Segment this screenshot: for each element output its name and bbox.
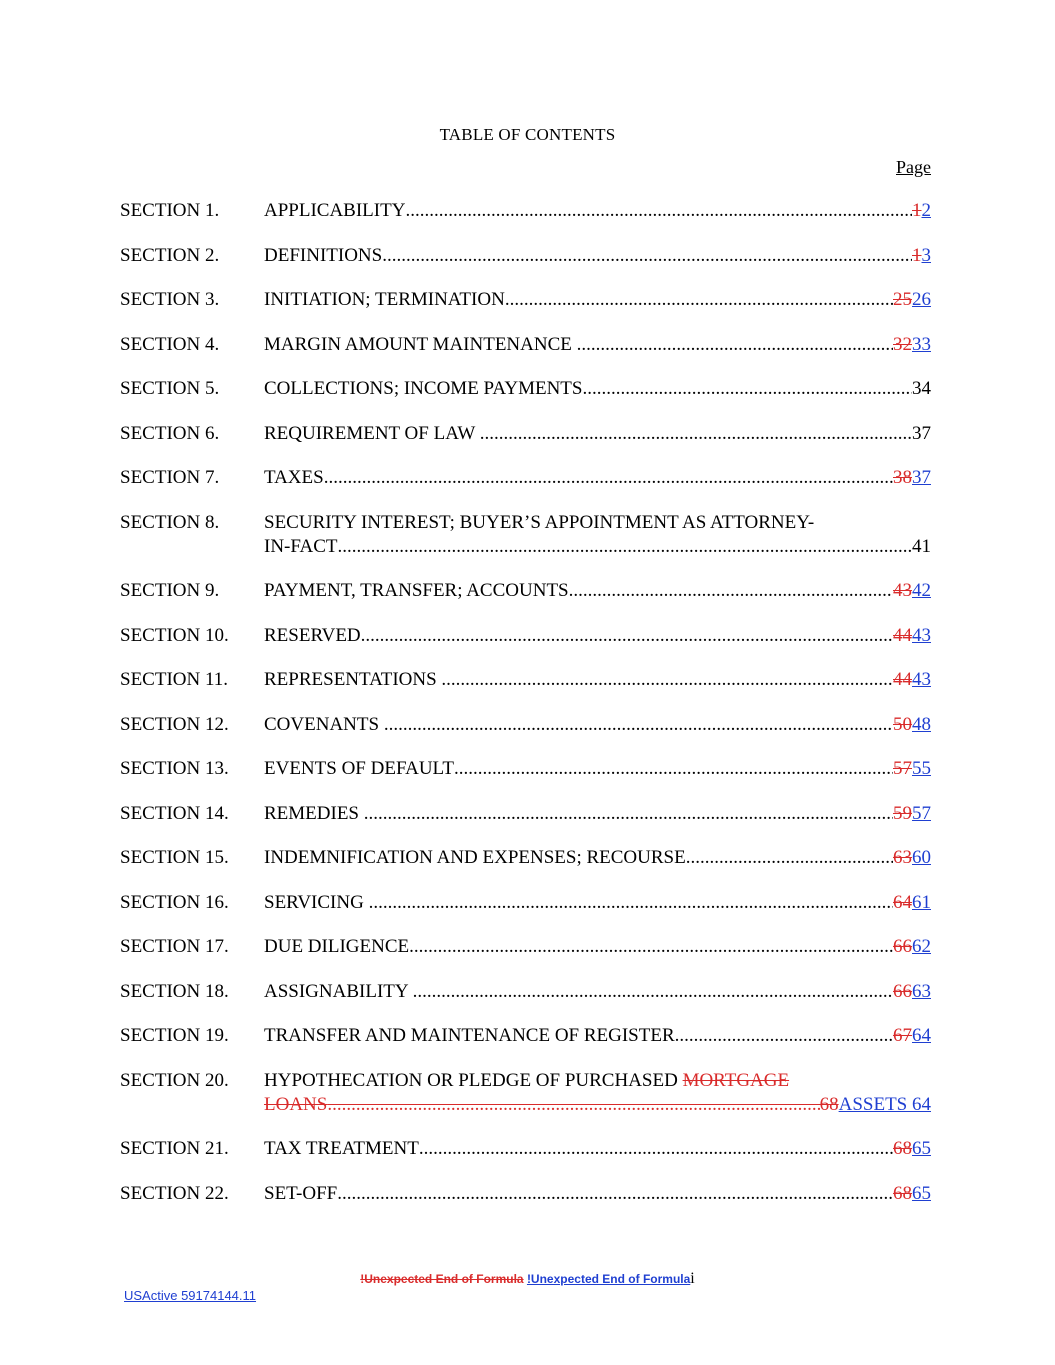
section-number: SECTION 3.: [120, 289, 220, 310]
page-column-label: Page: [896, 157, 931, 177]
section-title: EVENTS OF DEFAULT: [264, 758, 455, 779]
toc-entry: [120, 1137, 931, 1161]
section-title: TAXES: [264, 467, 324, 488]
section-number: SECTION 9.: [120, 580, 220, 601]
section-number: SECTION 20.: [120, 1069, 229, 1091]
dot-leader: [382, 244, 912, 268]
section-title: APPLICABILITY: [264, 200, 406, 221]
deleted-page-number: 44: [893, 624, 912, 646]
section-number: SECTION 10.: [120, 624, 229, 646]
deleted-page-number: 59: [893, 802, 912, 824]
dot-leader: [369, 891, 893, 915]
toc-entry: [120, 579, 931, 603]
deleted-page-number: 64: [893, 891, 912, 913]
section-number: SECTION 1.: [120, 200, 220, 221]
inserted-page-number[interactable]: 63: [912, 980, 931, 1002]
toc-entry: [120, 466, 931, 490]
section-title: PAYMENT, TRANSFER; ACCOUNTS: [264, 580, 569, 601]
toc-entry: [120, 288, 931, 312]
section-title-line2: IN-FACT: [264, 535, 338, 557]
deleted-page-number: 63: [893, 847, 912, 868]
deleted-page-number: 1: [912, 200, 922, 221]
inserted-field-code[interactable]: !Unexpected End of Formula: [526, 1272, 691, 1286]
section-number: SECTION 22.: [120, 1182, 229, 1204]
inserted-page-number[interactable]: 48: [912, 713, 931, 735]
dot-leader: [364, 802, 893, 826]
deleted-title-word: LOANS: [264, 1093, 328, 1115]
inserted-title-and-page[interactable]: ASSETS 64: [838, 1093, 931, 1115]
inserted-page-number[interactable]: 26: [912, 289, 931, 310]
dot-leader: [413, 980, 893, 1004]
inserted-page-number[interactable]: 37: [912, 467, 931, 488]
section-number: SECTION 21.: [120, 1138, 229, 1159]
deleted-field-code: !Unexpected End of Formula: [360, 1272, 524, 1286]
deleted-page-number: 38: [893, 467, 912, 488]
section-number: SECTION 8.: [120, 511, 220, 533]
dot-leader: [569, 579, 893, 603]
section-number: SECTION 15.: [120, 847, 229, 868]
toc-entry: [120, 802, 931, 826]
deleted-page-number: 66: [893, 980, 912, 1002]
section-title: SET-OFF: [264, 1182, 338, 1204]
section-title: REPRESENTATIONS: [264, 669, 442, 690]
section-title: TRANSFER AND MAINTENANCE OF REGISTER.: [264, 1025, 680, 1046]
inserted-page-number[interactable]: 43: [912, 669, 931, 690]
toc-entry: [120, 980, 931, 1004]
dot-leader: [324, 466, 893, 490]
inserted-page-number[interactable]: 3: [921, 244, 931, 266]
section-title: SERVICING: [264, 891, 369, 913]
deleted-page-number: 1: [912, 244, 922, 266]
deleted-page-number: 44: [893, 669, 912, 690]
dot-leader: [480, 422, 912, 446]
toc-entry: [120, 1024, 931, 1048]
dot-leader: [384, 713, 893, 737]
section-number: SECTION 6.: [120, 422, 220, 444]
section-number: SECTION 16.: [120, 891, 229, 913]
section-title: RESERVED: [264, 624, 361, 646]
section-title: DUE DILIGENCE: [264, 936, 410, 957]
deleted-page-number: 68: [819, 1093, 839, 1115]
dot-leader: [505, 288, 893, 312]
toc-entry: [120, 757, 931, 781]
section-number: SECTION 18.: [120, 980, 229, 1002]
section-title: REMEDIES: [264, 802, 364, 824]
dot-leader: [441, 668, 893, 692]
inserted-page-number[interactable]: 57: [912, 802, 931, 824]
dot-leader: [405, 199, 912, 223]
page-number: 34: [912, 378, 931, 399]
deleted-page-number: 68: [893, 1182, 912, 1204]
document-id[interactable]: USActive 59174144.11: [124, 1288, 257, 1303]
toc-entry: [120, 891, 931, 915]
toc-entry: [120, 199, 931, 223]
deleted-page-number: 66: [893, 936, 912, 957]
dot-leader: [686, 846, 893, 870]
page-number: 37: [912, 422, 931, 444]
toc-entry: [120, 846, 931, 870]
inserted-page-number[interactable]: 43: [912, 624, 931, 646]
section-title: MARGIN AMOUNT MAINTENANCE: [264, 333, 577, 355]
section-number: SECTION 19.: [120, 1025, 229, 1046]
section-title: INDEMNIFICATION AND EXPENSES; RECOURSE: [264, 847, 686, 868]
inserted-page-number[interactable]: 64: [912, 1025, 931, 1046]
section-number: SECTION 13.: [120, 758, 229, 779]
section-title: COLLECTIONS; INCOME PAYMENTS: [264, 378, 583, 399]
section-title: DEFINITIONS: [264, 244, 383, 266]
inserted-page-number[interactable]: 33: [912, 333, 931, 355]
inserted-page-number[interactable]: 2: [921, 200, 931, 221]
toc-entry: [120, 333, 931, 357]
inserted-page-number[interactable]: 62: [912, 936, 931, 957]
toc-entry: [120, 511, 931, 559]
deleted-dot-leader: [327, 1093, 819, 1117]
dot-leader: [419, 1137, 893, 1161]
toc-entry: [120, 422, 931, 446]
section-number: SECTION 11.: [120, 669, 229, 690]
dot-leader: [679, 1024, 893, 1048]
toc-entry: [120, 377, 931, 401]
toc-entries: [120, 199, 931, 1226]
deleted-page-number: 57: [893, 758, 912, 779]
section-title-line1: SECURITY INTEREST; BUYER’S APPOINTMENT AS ATTORNEY-: [264, 511, 815, 533]
page-numeral: i: [690, 1270, 695, 1287]
toc-entry: [120, 624, 931, 648]
inserted-page-number[interactable]: 65: [912, 1138, 931, 1159]
toc-title: TABLE OF CONTENTS: [439, 125, 616, 144]
deleted-page-number: 67: [893, 1025, 912, 1046]
inserted-page-number[interactable]: 42: [912, 580, 931, 601]
deleted-page-number: 25: [893, 289, 912, 310]
toc-entry: [120, 1182, 931, 1206]
section-number: SECTION 17.: [120, 936, 229, 957]
section-title: COVENANTS: [264, 713, 384, 735]
section-title: ASSIGNABILITY: [264, 980, 413, 1002]
dot-leader: [361, 624, 893, 648]
section-title: INITIATION; TERMINATION: [264, 289, 505, 310]
dot-leader: [338, 535, 912, 559]
dot-leader: [454, 757, 893, 781]
deleted-page-number: 50: [893, 713, 912, 735]
section-number: SECTION 7.: [120, 467, 220, 488]
section-number: SECTION 14.: [120, 802, 229, 824]
toc-entry: [120, 935, 931, 959]
inserted-page-number[interactable]: 65: [912, 1182, 931, 1204]
toc-entry: [120, 244, 931, 268]
dot-leader: [337, 1182, 893, 1206]
section-number: SECTION 4.: [120, 333, 220, 355]
toc-entry: [120, 1069, 931, 1117]
section-title-line1: HYPOTHECATION OR PLEDGE OF PURCHASED: [264, 1069, 683, 1091]
dot-leader: [582, 377, 912, 401]
section-title: TAX TREATMENT: [264, 1138, 419, 1159]
toc-entry: [120, 668, 931, 692]
section-title: REQUIREMENT OF LAW: [264, 422, 480, 444]
inserted-page-number[interactable]: 61: [912, 891, 931, 913]
inserted-page-number[interactable]: 60: [912, 847, 931, 868]
section-number: SECTION 2.: [120, 244, 220, 266]
deleted-page-number: 68: [893, 1138, 912, 1159]
deleted-page-number: 32: [893, 333, 912, 355]
deleted-title-word: MORTGAGE: [682, 1069, 790, 1091]
page-footer: [0, 1270, 1055, 1288]
page-number: 41: [912, 535, 931, 557]
toc-entry: [120, 713, 931, 737]
dot-leader: [409, 935, 893, 959]
deleted-page-number: 43: [893, 580, 912, 601]
section-number: SECTION 5.: [120, 378, 220, 399]
inserted-page-number[interactable]: 55: [912, 758, 931, 779]
section-number: SECTION 12.: [120, 713, 229, 735]
dot-leader: [577, 333, 893, 357]
